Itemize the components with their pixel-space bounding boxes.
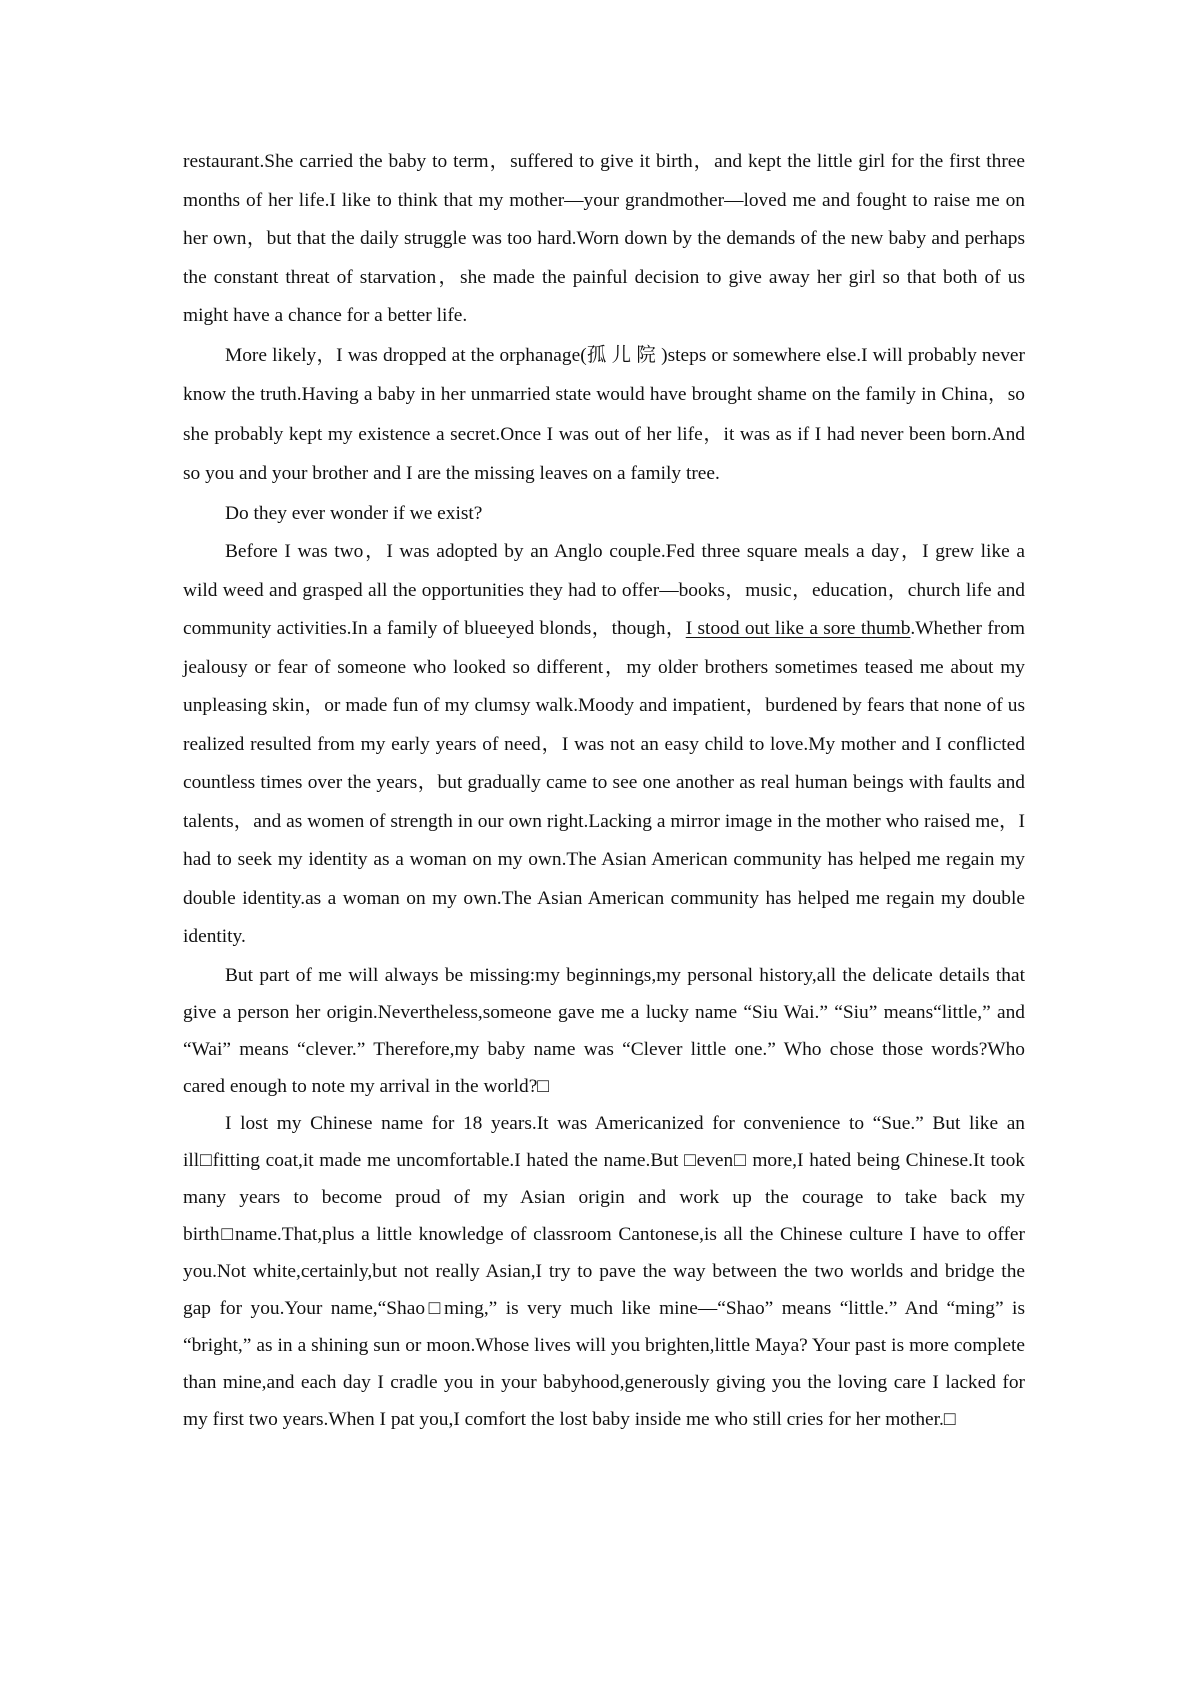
- paragraph-6-text: I lost my Chinese name for 18 years.It was Americanized for convenience to “Sue.” But like an ill□fitting coat,it made me uncomfortable.I hated the name.But □even□ more,I hated being Chinese.It took many years to become proud of my Asian origin and work up the courage to take back my birth□name.That,plus a little knowledge of classroom Cantonese,is all the Chinese culture I have to offer you.Not white,certainly,but not really Asian,I try to pave the way between the two worlds and bridge the gap for you.Your name,“Shao□ming,” is very much like mine—“Shao” means “little.” And “ming” is “bright,” as in a shining sun or moon.Whose lives will you brighten,little Maya? Your past is more complete than mine,and each day I cradle you in your babyhood,generously giving you the loving care I lacked for my first two years.When I pat you,I comfort the lost baby inside me who still cries for her mother.: [183, 1112, 1025, 1430]
- box-glyph: □: [537, 1075, 550, 1097]
- paragraph-2: More likely，I was dropped at the orphanage(孤 儿 院 )steps or somewhere else.I will probably never know the truth.Having a baby in her unmarried state would have brought shame on the family in China，so she probably kept my existence a secret.Once I was out of her life，it was as if I had never been born.And so you and your brother and I are the missing leaves on a family tree.: [183, 344, 1025, 484]
- document-page: [183, 143, 1025, 1438]
- underlined-phrase: I stood out like a sore thumb: [685, 618, 911, 639]
- paragraph-6: [183, 1105, 1025, 1438]
- paragraph-5-text: But part of me will always be missing:my beginnings,my personal history,all the delicate details that give a person her origin.Nevertheless,someone gave me a lucky name “Siu Wai.” “Siu” means“little,” and “Wai” means “clever.” Therefore,my baby name was “Clever little one.” Who chose those words?Who cared enough to note my arrival in the world?: [183, 964, 1025, 1097]
- paragraph-4: [183, 533, 1025, 957]
- paragraph-3: Do they ever wonder if we exist?: [225, 502, 483, 524]
- paragraph-4-rest: .Whether from jealousy or fear of someone who looked so different，my older brothers sometimes teased me about my unpleasing skin，or made fun of my clumsy walk.Moody and impatient，burdened by fears that none of us realized resulted from my early years of need，I was not an easy child to love.My mother and I conflicted countless times over the years，but gradually came to see one another as real human beings with faults and talents，and as women of strength in our own right.Lacking a mirror image in the mother who raised me，I had to seek my identity as a woman on my own.The Asian American community has helped me regain my double identity.as a woman on my own.The Asian American community has helped me regain my double identity.: [183, 618, 1026, 947]
- box-glyph: □: [943, 1408, 956, 1430]
- paragraph-4-lead: Before I was two，I was adopted by an Anglo couple.Fed three square meals a day，I grew like a wild weed and grasped all the opportunities they had to offer—books，music，education，church life and community activities.In a family of blueeyed blonds，though，: [183, 541, 1025, 639]
- paragraph-1: restaurant.She carried the baby to term，suffered to give it birth，and kept the little girl for the first three months of her life.I like to think that my mother—your grandmother—loved me and fought to raise me on her own，but that the daily struggle was too hard.Worn down by the demands of the new baby and perhaps the constant threat of starvation，she made the painful decision to give away her girl so that both of us might have a chance for a better life.: [183, 151, 1025, 326]
- paragraph-5: [183, 957, 1025, 1105]
